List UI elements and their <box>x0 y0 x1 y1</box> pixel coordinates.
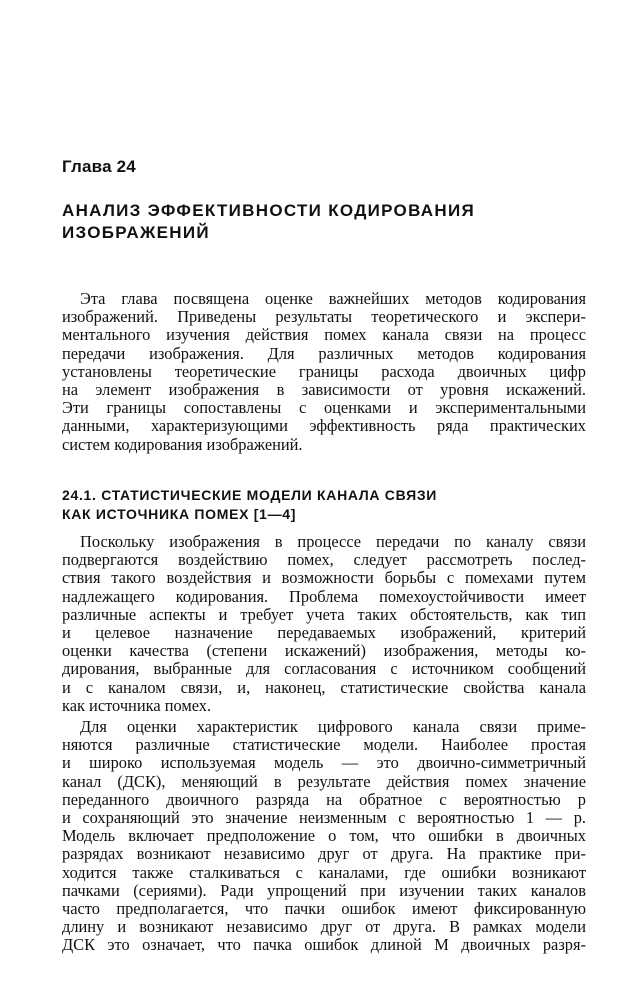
text-line: Эта глава посвящена оценке важнейших методов кодирования <box>80 289 586 308</box>
text-line: ствия такого воздействия и возможности борьбы с помехами путем <box>62 568 586 588</box>
text-line: разрядах возникают независимо друг от друга. На практике при- <box>62 844 586 864</box>
chapter-title <box>62 200 582 244</box>
text-line: подвергаются воздействию помех, следует рассмотреть послед- <box>62 550 586 570</box>
text-line: канал (ДСК), меняющий в результате действия помех значение <box>62 771 586 791</box>
text-line: Эти границы сопоставлены с оценками и экспериментальными <box>62 398 586 418</box>
chapter-title-line: ИЗОБРАЖЕНИЙ <box>62 223 210 242</box>
text-line: передачи изображения. Для различных методов кодирования <box>62 343 586 363</box>
text-line: систем кодирования изображений. <box>62 434 303 454</box>
text-line: надлежащего кодирования. Проблема помехоустойчивости имеет <box>62 586 586 606</box>
text-line: и широко используемая модель — это двоично-симметричный <box>62 753 586 773</box>
chapter-label: Глава 24 <box>62 157 136 176</box>
text-line: ментального изучения действия помех канала связи на процесс <box>62 325 586 345</box>
paragraph <box>62 533 586 715</box>
text-line: Поскольку изображения в процессе передачи по каналу связи <box>80 532 586 551</box>
text-line: и сохраняющий это значение неизменным с вероятностью 1 — p. <box>62 807 586 827</box>
text-line: дирования, выбранные для согласования с источником сообщений <box>62 659 586 679</box>
text-line: как источника помех. <box>62 695 212 715</box>
text-line: и с каналом связи, и, наконец, статистические свойства канала <box>62 677 586 697</box>
text-line: данными, характеризующими эффективность ряда практических <box>62 416 586 436</box>
chapter-abstract <box>62 290 586 454</box>
section-heading <box>62 486 582 524</box>
text-line: различные аспекты и требует учета таких обстоятельств, как тип <box>62 604 586 624</box>
paragraph <box>62 718 586 954</box>
chapter-title-line: АНАЛИЗ ЭФФЕКТИВНОСТИ КОДИРОВАНИЯ <box>62 201 475 220</box>
text-line: оценки качества (степени искажений) изображения, методы ко- <box>62 641 586 661</box>
text-line: и целевое назначение передаваемых изображений, критерий <box>62 622 586 642</box>
text-line: ходится также сталкиваться с каналами, где ошибки возникают <box>62 862 586 882</box>
text-line: длину и возникают независимо друг от друга. В рамках модели <box>62 917 586 937</box>
text-line: Модель включает предположение о том, что ошибки в двоичных <box>62 826 586 846</box>
text-line: няются различные статистические модели. Наиболее простая <box>62 735 586 755</box>
section-heading-line: КАК ИСТОЧНИКА ПОМЕХ [1—4] <box>62 506 297 522</box>
text-line: ДСК это означает, что пачка ошибок длиной M двоичных разря- <box>62 935 586 955</box>
text-line: Для оценки характеристик цифрового канала связи приме- <box>80 717 586 736</box>
text-line: установлены теоретические границы расхода двоичных цифр <box>62 361 586 381</box>
text-line: пачками (сериями). Ради упрощений при изучении таких каналов <box>62 880 586 900</box>
text-line: часто предполагается, что пачки ошибок имеют фиксированную <box>62 898 586 918</box>
text-line: на элемент изображения в зависимости от уровня искажений. <box>62 379 586 399</box>
text-line: переданного двоичного разряда на обратное с вероятностью p <box>62 789 586 809</box>
text-line: изображений. Приведены результаты теоретического и экспери- <box>62 307 586 327</box>
section-heading-line: 24.1. СТАТИСТИЧЕСКИЕ МОДЕЛИ КАНАЛА СВЯЗИ <box>62 487 438 503</box>
